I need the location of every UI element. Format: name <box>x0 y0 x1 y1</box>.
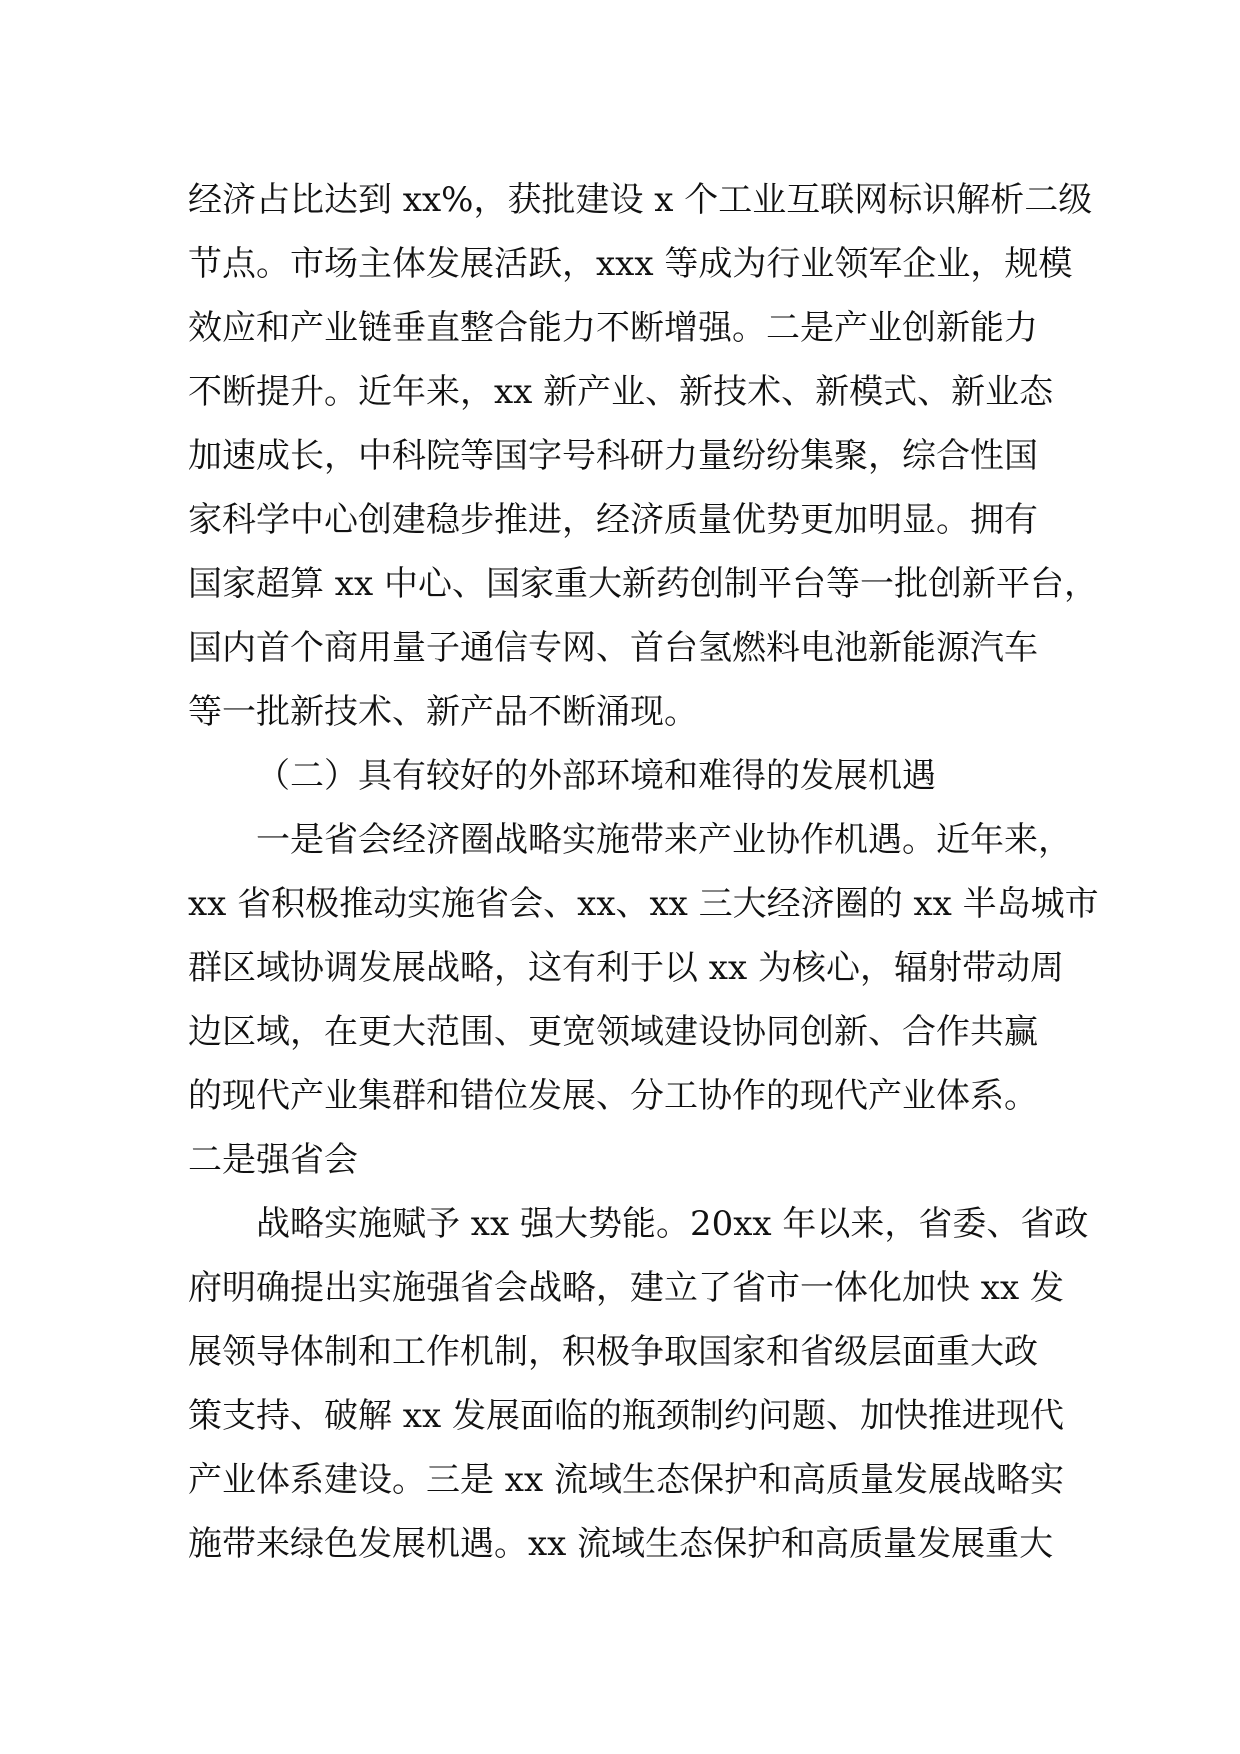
body-line: 群区域协调发展战略，这有利于以 xx 为核心，辐射带动周 <box>188 948 1064 988</box>
document-body <box>188 168 1099 1576</box>
body-line: 节点。市场主体发展活跃，xxx 等成为行业领军企业，规模 <box>188 244 1073 284</box>
body-line: 策支持、破解 xx 发展面临的瓶颈制约问题、加快推进现代 <box>188 1396 1064 1436</box>
body-line: 经济占比达到 xx%，获批建设 x 个工业互联网标识解析二级 <box>188 180 1093 220</box>
paragraph-first-line: 战略实施赋予 xx 强大势能。20xx 年以来，省委、省政 <box>256 1204 1089 1244</box>
body-line: 施带来绿色发展机遇。xx 流域生态保护和高质量发展重大 <box>188 1524 1054 1564</box>
body-line: 产业体系建设。三是 xx 流域生态保护和高质量发展战略实 <box>188 1460 1064 1500</box>
body-line: 家科学中心创建稳步推进，经济质量优势更加明显。拥有 <box>188 500 1038 540</box>
body-line: 效应和产业链垂直整合能力不断增强。二是产业创新能力 <box>188 308 1038 348</box>
body-line: 边区域，在更大范围、更宽领域建设协同创新、合作共赢 <box>188 1012 1038 1052</box>
body-line: 国家超算 xx 中心、国家重大新药创制平台等一批创新平台， <box>188 564 1098 604</box>
body-line: 加速成长，中科院等国字号科研力量纷纷集聚，综合性国 <box>188 436 1038 476</box>
body-line: 府明确提出实施强省会战略，建立了省市一体化加快 xx 发 <box>188 1268 1064 1308</box>
body-line: 等一批新技术、新产品不断涌现。 <box>188 692 698 732</box>
body-line: 国内首个商用量子通信专网、首台氢燃料电池新能源汽车 <box>188 628 1038 668</box>
body-line: 二是强省会 <box>188 1140 358 1180</box>
body-line: 展领导体制和工作机制，积极争取国家和省级层面重大政 <box>188 1332 1038 1372</box>
body-line: 的现代产业集群和错位发展、分工协作的现代产业体系。 <box>188 1076 1038 1116</box>
body-line: xx 省积极推动实施省会、xx、xx 三大经济圈的 xx 半岛城市 <box>188 884 1099 924</box>
section-heading: （二）具有较好的外部环境和难得的发展机遇 <box>256 756 936 796</box>
paragraph-first-line: 一是省会经济圈战略实施带来产业协作机遇。近年来， <box>256 820 1072 860</box>
body-line: 不断提升。近年来，xx 新产业、新技术、新模式、新业态 <box>188 372 1054 412</box>
